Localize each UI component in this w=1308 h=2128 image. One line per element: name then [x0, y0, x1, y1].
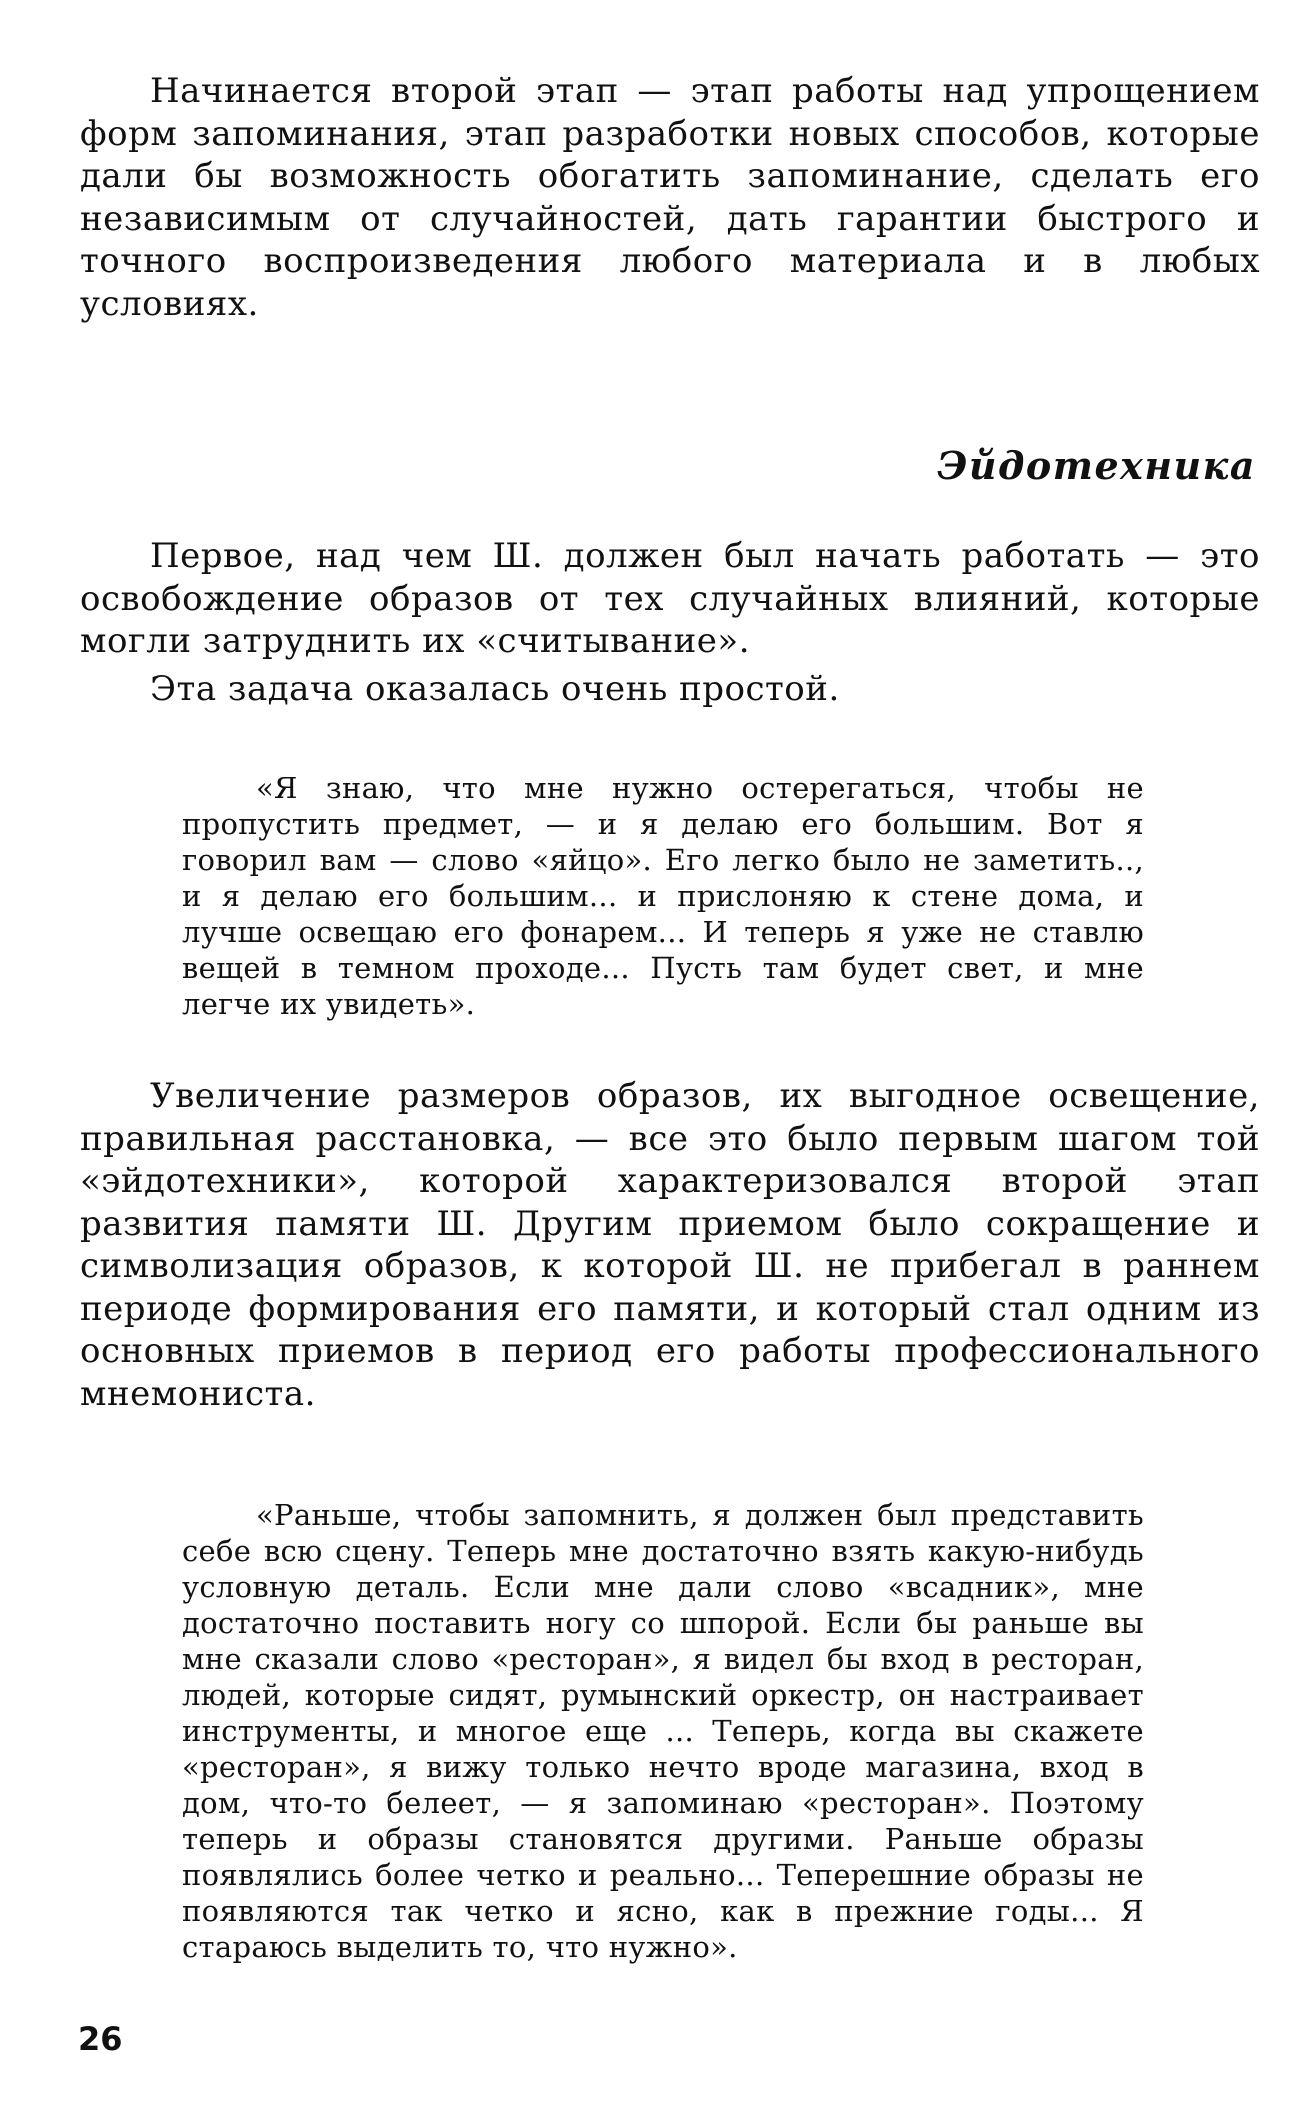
quote-block-2: «Раньше, чтобы запомнить, я должен был представить себе всю сцену. Теперь мне достаточно взять какую-нибудь условную деталь. Если мне дали слово «всадник», мне достаточно поставить ногу со шпорой. Если бы раньше вы мне сказали слово «ресторан», я видел бы вход в ресторан, людей, которые сидят, румынский оркестр, он настраивает инструменты, и многое еще ... Теперь, когда вы скажете «ресторан», я вижу только нечто вроде магазина, вход в дом, что-то белеет, — я запоминаю «ресторан». Поэтому теперь и образы становятся другими. Раньше образы появлялись более четко и реально... Теперешние образы не появляются так четко и ясно, как в прежние годы... Я стараюсь выделить то, что нужно». — [182, 1498, 1144, 1964]
paragraph-second: Эта задача оказалась очень простой. — [150, 669, 840, 709]
paragraph-third: Увеличение размеров образов, их выгодное освещение, правильная расстановка, — все это было первым шагом той «эйдотехники», которой характеризовался второй этап развития памяти Ш. Другим приемом было сокращение и символизация образов, к которой Ш. не прибегал в раннем периоде формирования его памяти, и который стал одним из основных приемов в период его работы профессионального мнемониста. — [80, 1076, 1260, 1414]
paragraph-intro: Начинается второй этап — этап работы над упрощением форм запоминания, этап разработки новых способов, которые дали бы возможность обогатить запоминание, сделать его независимым от случайностей, дать гарантии быстрого и точного воспроизведения любого материала и в любых условиях. — [80, 71, 1260, 324]
section-heading: Эйдотехника — [937, 443, 1256, 488]
page-number: 26 — [78, 2020, 123, 2058]
quote-block-1: «Я знаю, что мне нужно остерегаться, чтобы не пропустить предмет, — и я делаю его большим. Вот я говорил вам — слово «яйцо». Его легко было не заметить.., и я делаю его большим... и прислоняю к стене дома, и лучше освещаю его фонарем... И теперь я уже не ставлю вещей в темном проходе... Пусть там будет свет, и мне легче их увидеть». — [182, 771, 1144, 1021]
paragraph-first: Первое, над чем Ш. должен был начать работать — это освобождение образов от тех случайных влияний, которые могли затруднить их «считывание». — [80, 536, 1260, 661]
